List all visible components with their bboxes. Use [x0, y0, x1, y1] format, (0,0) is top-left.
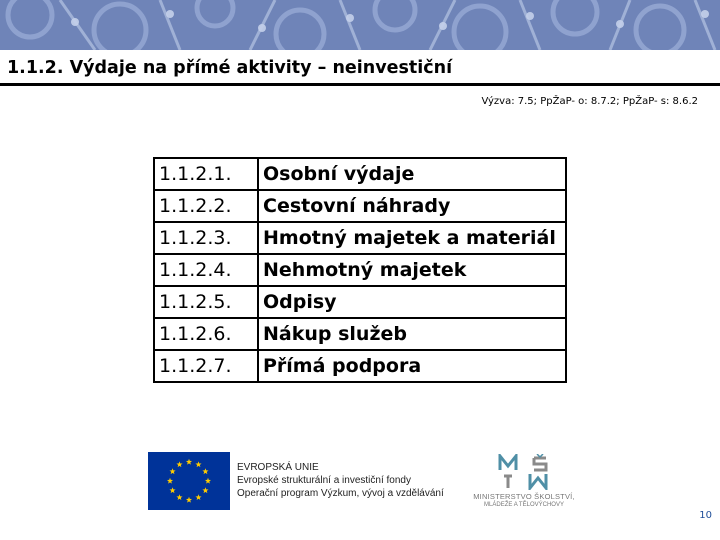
- table-row: [154, 318, 566, 350]
- slide-title: 1.1.2. Výdaje na přímé aktivity – neinvestiční: [7, 58, 453, 78]
- item-code: 1.1.2.2.: [154, 190, 258, 222]
- header-banner: [0, 0, 720, 50]
- eu-star-icon: [170, 487, 176, 493]
- item-code: 1.1.2.3.: [154, 222, 258, 254]
- table-row: [154, 158, 566, 190]
- item-label: Odpisy: [258, 286, 566, 318]
- item-code: 1.1.2.4.: [154, 254, 258, 286]
- item-label: Nehmotný majetek: [258, 254, 566, 286]
- eu-stars-icon: [148, 452, 230, 510]
- eu-star-icon: [186, 459, 192, 465]
- eu-star-icon: [205, 478, 211, 484]
- eu-star-icon: [195, 494, 201, 500]
- eu-logo-line3: Operační program Výzkum, vývoj a vzdělávání: [237, 488, 444, 499]
- eu-star-icon: [176, 461, 182, 467]
- item-label: Cestovní náhrady: [258, 190, 566, 222]
- eu-logo-line2: Evropské strukturální a investiční fondy: [237, 475, 411, 486]
- item-code: 1.1.2.5.: [154, 286, 258, 318]
- item-code: 1.1.2.6.: [154, 318, 258, 350]
- eu-star-icon: [167, 478, 173, 484]
- eu-star-icon: [170, 468, 176, 474]
- table-row: [154, 190, 566, 222]
- msmt-mark-icon: [494, 454, 554, 490]
- item-label: Přímá podpora: [258, 350, 566, 382]
- table-row: [154, 286, 566, 318]
- eu-star-icon: [195, 461, 201, 467]
- item-code: 1.1.2.7.: [154, 350, 258, 382]
- item-code: 1.1.2.1.: [154, 158, 258, 190]
- eu-logo-line1: EVROPSKÁ UNIE: [237, 462, 319, 473]
- msmt-logo-line2: MLÁDEŽE A TĚLOVÝCHOVY: [484, 502, 564, 508]
- page-number: 10: [699, 510, 712, 521]
- msmt-logo-line1: MINISTERSTVO ŠKOLSTVÍ,: [473, 492, 575, 501]
- table-row: [154, 222, 566, 254]
- eu-star-icon: [186, 497, 192, 503]
- eu-flag-logo: [148, 452, 230, 510]
- table-row: [154, 254, 566, 286]
- item-label: Osobní výdaje: [258, 158, 566, 190]
- banner-pattern: [0, 0, 720, 50]
- item-label: Hmotný majetek a materiál: [258, 222, 566, 254]
- title-bar: [0, 50, 720, 86]
- msmt-logo: [472, 454, 576, 510]
- eu-logo-text: [237, 461, 444, 500]
- expense-items-table: [153, 157, 567, 383]
- eu-star-icon: [202, 468, 208, 474]
- table-row: [154, 350, 566, 382]
- eu-star-icon: [176, 494, 182, 500]
- call-reference: Výzva: 7.5; PpŽaP- o: 8.7.2; PpŽaP- s: 8.6.2: [481, 96, 698, 107]
- eu-star-icon: [202, 487, 208, 493]
- item-label: Nákup služeb: [258, 318, 566, 350]
